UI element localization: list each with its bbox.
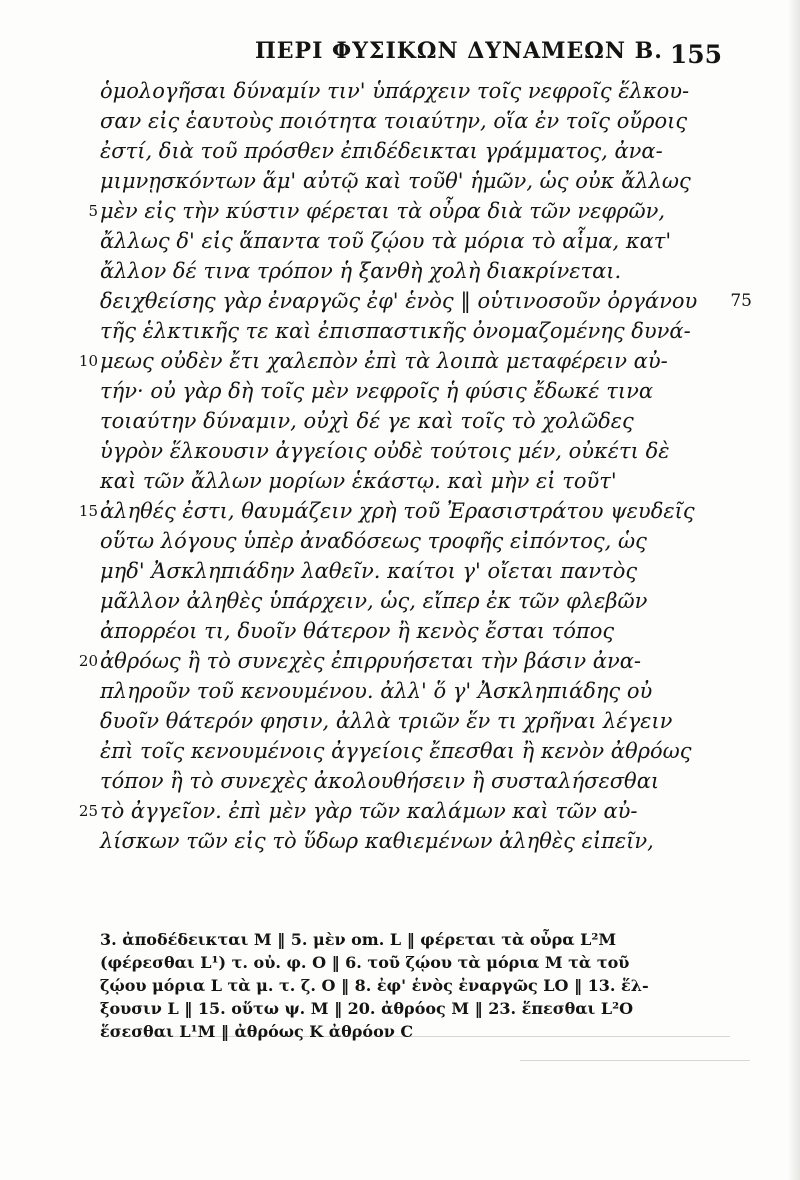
text-line: τὸ ἀγγεῖον. ἐπὶ μὲν γὰρ τῶν καλάμων καὶ τῶν αὐ- bbox=[100, 799, 638, 823]
margin-reference: 75 bbox=[730, 291, 752, 311]
text-line: μὲν εἰς τὴν κύστιν φέρεται τὰ οὖρα διὰ τῶν νεφρῶν, bbox=[100, 199, 666, 223]
text-line: τήν· οὐ γὰρ δὴ τοῖς μὲν νεφροῖς ἡ φύσις ἔδωκέ τινα bbox=[100, 379, 654, 403]
text-line: τόπον ἢ τὸ συνεχὲς ἀκολουθήσειν ἢ συσταλήσεσθαι bbox=[100, 769, 660, 793]
text-line: ἀθρόως ἢ τὸ συνεχὲς ἐπιρρυήσεται τὴν βάσιν ἀνα- bbox=[100, 649, 641, 673]
running-title: ΠΕΡΙ ΦΥΣΙΚΩΝ ΔΥΝΑΜΕΩΝ Β. bbox=[255, 38, 663, 64]
text-line: δειχθείσης γὰρ ἐναργῶς ἐφ' ἑνὸς ‖ οὑτινοσοῦν ὀργάνου bbox=[100, 289, 698, 313]
text-line: ἀπορρέοι τι, δυοῖν θάτερον ἢ κενὸς ἔσται τόπος bbox=[100, 619, 615, 643]
text-line: τῆς ἑλκτικῆς τε καὶ ἐπισπαστικῆς ὀνομαζομένης δυνά- bbox=[100, 319, 691, 343]
show-through-mark bbox=[520, 1060, 750, 1061]
apparatus-line: ἕσεσθαι L¹M ‖ ἀθρόως K ἀθρόον C bbox=[100, 1022, 414, 1041]
text-line: μηδ' Ἀσκληπιάδην λαθεῖν. καίτοι γ' οἴεται παντὸς bbox=[100, 559, 638, 583]
apparatus-line: (φέρεσθαι L¹) τ. οὐ. φ. O ‖ 6. τοῦ ζῴου τὰ μόρια M τὰ τοῦ bbox=[100, 953, 630, 972]
text-line: δυοῖν θάτερόν φησιν, ἀλλὰ τριῶν ἕν τι χρῆναι λέγειν bbox=[100, 709, 673, 733]
text-line: μᾶλλον ἀληθὲς ὑπάρχειν, ὡς, εἴπερ ἐκ τῶν φλεβῶν bbox=[100, 589, 648, 613]
line-number: 15 bbox=[78, 502, 98, 520]
apparatus-line: 3. ἀποδέδεικται M ‖ 5. μὲν om. L ‖ φέρεται τὰ οὖρα L²M bbox=[100, 930, 617, 949]
text-line: σαν εἰς ἑαυτοὺς ποιότητα τοιαύτην, οἵα ἐν τοῖς οὔροις bbox=[100, 109, 688, 133]
page-edge-shadow bbox=[788, 0, 800, 1180]
text-line: ἀληθές ἐστι, θαυμάζειν χρὴ τοῦ Ἐρασιστράτου ψευδεῖς bbox=[100, 499, 695, 523]
text-line: καὶ τῶν ἄλλων μορίων ἑκάστῳ. καὶ μὴν εἰ τοῦτ' bbox=[100, 469, 617, 493]
page-header bbox=[0, 38, 800, 78]
text-line: ἄλλως δ' εἰς ἅπαντα τοῦ ζῴου τὰ μόρια τὸ αἷμα, κατ' bbox=[100, 229, 672, 253]
apparatus-line: ζῴου μόρια L τὰ μ. τ. ζ. O ‖ 8. ἐφ' ἑνὸς ἐναργῶς LO ‖ 13. ἕλ- bbox=[100, 976, 649, 995]
text-line: οὕτω λόγους ὑπὲρ ἀναδόσεως τροφῆς εἰπόντος, ὡς bbox=[100, 529, 647, 553]
line-number: 5 bbox=[88, 202, 98, 220]
critical-apparatus bbox=[100, 928, 720, 1043]
text-line: πληροῦν τοῦ κενουμένου. ἀλλ' ὅ γ' Ἀσκληπιάδης οὐ bbox=[100, 679, 653, 703]
text-line: μεως οὐδὲν ἔτι χαλεπὸν ἐπὶ τὰ λοιπὰ μεταφέρειν αὐ- bbox=[100, 349, 668, 373]
text-line: ἐπὶ τοῖς κενουμένοις ἀγγείοις ἔπεσθαι ἢ κενὸν ἀθρόως bbox=[100, 739, 692, 763]
apparatus-line: ξουσιν L ‖ 15. οὕτω ψ. M ‖ 20. ἀθρόος M ‖ 23. ἕπεσθαι L²O bbox=[100, 999, 634, 1018]
text-line: μιμνῃσκόντων ἅμ' αὐτῷ καὶ τοῦθ' ἡμῶν, ὡς οὐκ ἄλλως bbox=[100, 169, 691, 193]
line-number: 20 bbox=[78, 652, 98, 670]
text-line: τοιαύτην δύναμιν, οὐχὶ δέ γε καὶ τοῖς τὸ χολῶδες bbox=[100, 409, 634, 433]
text-line: ἄλλον δέ τινα τρόπον ἡ ξανθὴ χολὴ διακρίνεται. bbox=[100, 259, 622, 283]
page-number: 155 bbox=[669, 40, 722, 69]
line-number: 10 bbox=[78, 352, 98, 370]
line-number: 25 bbox=[78, 802, 98, 820]
text-line: λίσκων τῶν εἰς τὸ ὕδωρ καθιεμένων ἀληθὲς εἰπεῖν, bbox=[100, 829, 654, 853]
text-line: ὑγρὸν ἕλκουσιν ἀγγείοις οὐδὲ τούτοις μέν, οὐκέτι δὲ bbox=[100, 439, 670, 463]
text-line: ἐστί, διὰ τοῦ πρόσθεν ἐπιδέδεικται γράμματος, ἀνα- bbox=[100, 139, 663, 163]
text-line: ὁμολογῆσαι δύναμίν τιν' ὑπάρχειν τοῖς νεφροῖς ἕλκου- bbox=[100, 79, 690, 103]
